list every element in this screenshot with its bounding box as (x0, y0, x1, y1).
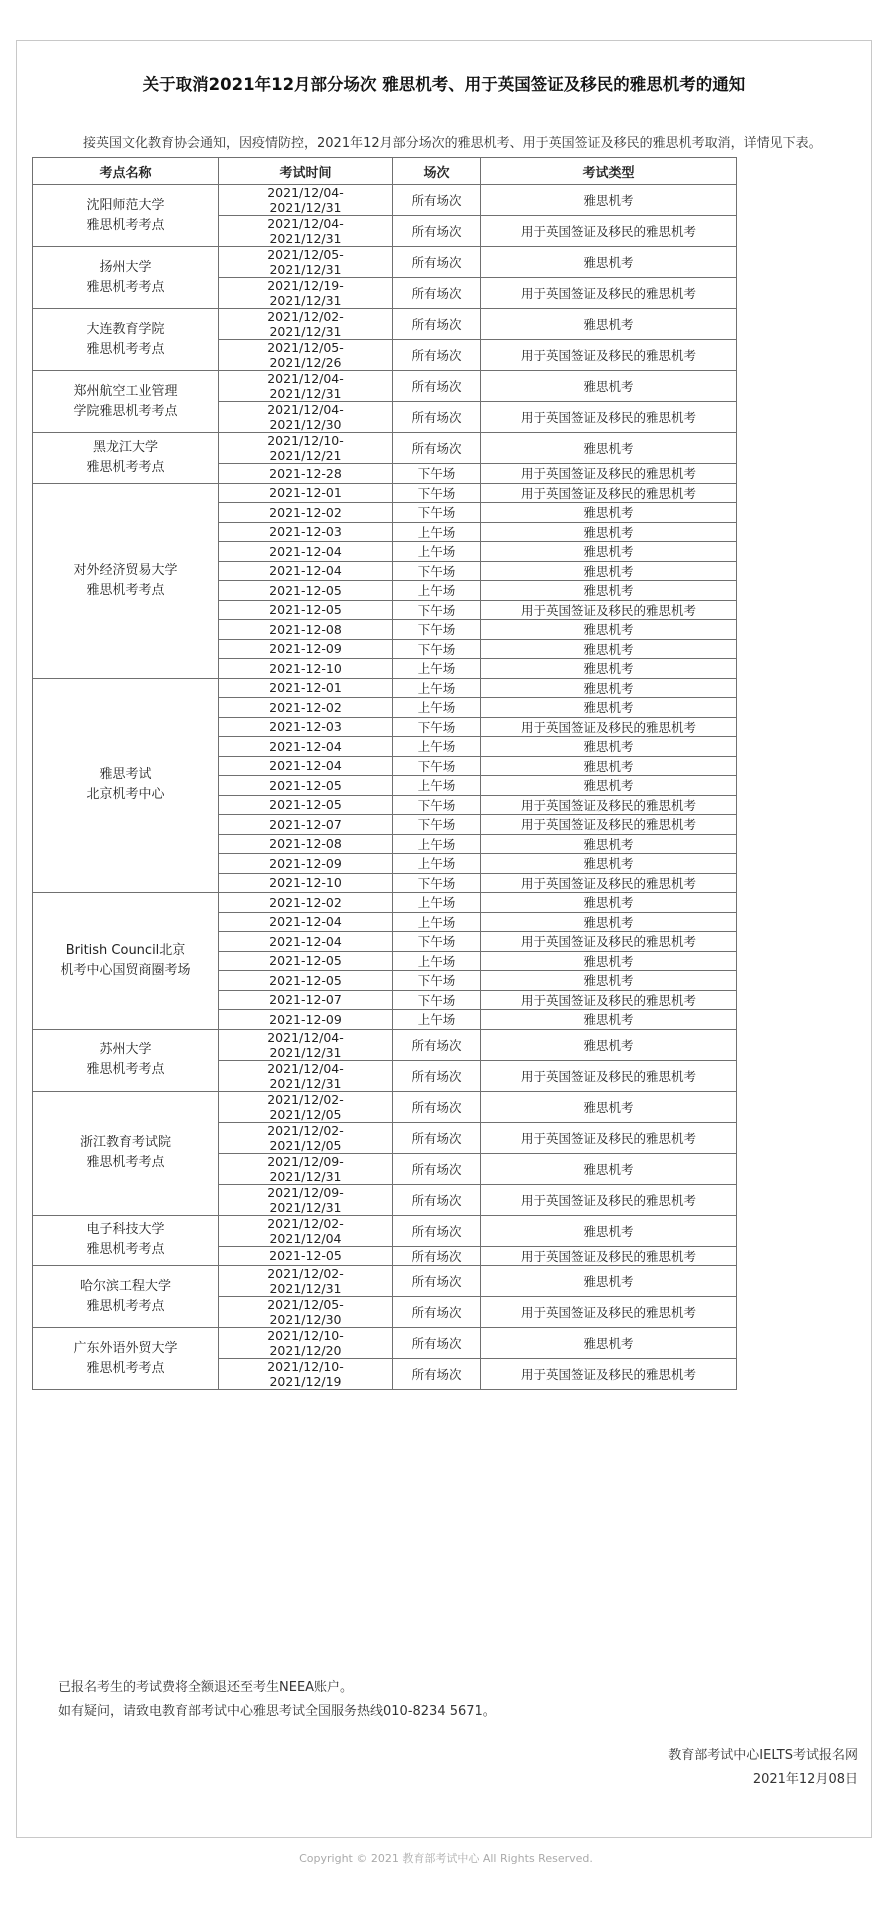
table-row (33, 1091, 737, 1122)
venue-line: 雅思机考考点 (86, 1298, 165, 1314)
time-line: 2021/12/26 (269, 355, 342, 370)
time-line: 2021/12/19- (267, 278, 344, 293)
session-cell: 所有场次 (393, 309, 481, 340)
venue-cell (33, 247, 219, 309)
time-line: 2021/12/04 (269, 1230, 342, 1246)
exam-type-cell: 雅思机考 (481, 659, 737, 679)
time-cell (219, 971, 393, 991)
session-cell: 上午场 (393, 776, 481, 796)
signature-date: 2021年12月08日 (752, 1772, 858, 1787)
time-cell (219, 522, 393, 542)
exam-type-cell: 雅思机考 (481, 247, 737, 278)
time-line: 2021-12-04 (269, 914, 342, 930)
table-row (33, 247, 737, 278)
session-cell: 下午场 (393, 503, 481, 523)
venue-line: 雅思机考考点 (86, 1062, 165, 1077)
exam-type-cell: 雅思机考 (481, 185, 737, 216)
exam-type-cell: 雅思机考 (481, 678, 737, 698)
time-cell (219, 402, 393, 433)
time-cell (219, 1215, 393, 1246)
time-line: 2021/12/05 (269, 1106, 342, 1122)
time-line: 2021-12-10 (269, 875, 342, 891)
time-cell (219, 951, 393, 971)
session-cell: 上午场 (393, 951, 481, 971)
session-cell: 下午场 (393, 990, 481, 1010)
time-line: 2021/12/02- (267, 1091, 344, 1107)
exam-type-cell: 雅思机考 (481, 503, 737, 523)
venue-line: 雅思机考考点 (86, 279, 165, 295)
session-cell: 上午场 (393, 737, 481, 757)
session-cell: 所有场次 (393, 371, 481, 402)
venue-cell (33, 1029, 219, 1091)
session-cell: 所有场次 (393, 1328, 481, 1359)
exam-type-cell: 用于英国签证及移民的雅思机考 (481, 1246, 737, 1266)
session-cell: 所有场次 (393, 433, 481, 464)
exam-type-cell: 雅思机考 (481, 834, 737, 854)
table-row (33, 893, 737, 913)
time-line: 2021-12-09 (269, 1011, 342, 1027)
session-cell: 上午场 (393, 698, 481, 718)
exam-type-cell: 雅思机考 (481, 854, 737, 874)
venue-line: 雅思机考考点 (86, 217, 165, 233)
exam-type-cell: 用于英国签证及移民的雅思机考 (481, 795, 737, 815)
table-row (33, 1029, 737, 1060)
time-line: 2021-12-05 (269, 582, 342, 598)
session-cell: 下午场 (393, 600, 481, 620)
exam-type-cell: 雅思机考 (481, 581, 737, 601)
session-cell: 所有场次 (393, 402, 481, 433)
time-cell (219, 912, 393, 932)
exam-type-cell: 用于英国签证及移民的雅思机考 (481, 278, 737, 309)
session-cell: 上午场 (393, 659, 481, 679)
session-cell: 所有场次 (393, 1246, 481, 1266)
time-line: 2021/12/31 (269, 1281, 342, 1296)
session-cell: 下午场 (393, 561, 481, 581)
notes (58, 1676, 496, 1724)
time-line: 2021/12/05 (269, 1137, 342, 1153)
time-line: 2021/12/05- (267, 1297, 344, 1312)
time-cell (219, 873, 393, 893)
venue-line: British Council北京 (65, 942, 186, 958)
time-line: 2021/12/30 (269, 417, 342, 432)
exam-type-cell: 用于英国签证及移民的雅思机考 (481, 990, 737, 1010)
table-row (33, 1215, 737, 1246)
time-line: 2021-12-03 (269, 524, 342, 540)
time-cell (219, 1359, 393, 1390)
time-cell (219, 737, 393, 757)
session-cell: 所有场次 (393, 340, 481, 371)
time-line: 2021-12-04 (269, 738, 342, 754)
venue-line: 浙江教育考试院 (79, 1135, 171, 1150)
time-cell (219, 600, 393, 620)
time-line: 2021/12/31 (269, 200, 342, 215)
time-line: 2021/12/10- (267, 1359, 344, 1374)
exam-type-cell: 雅思机考 (481, 776, 737, 796)
time-line: 2021/12/30 (269, 1312, 342, 1327)
time-cell (219, 309, 393, 340)
venue-cell (33, 678, 219, 893)
venue-line: 黑龙江大学 (92, 439, 158, 455)
time-line: 2021-12-01 (269, 680, 342, 696)
time-line: 2021/12/31 (269, 324, 342, 339)
time-cell (219, 678, 393, 698)
time-cell (219, 247, 393, 278)
time-line: 2021-12-05 (269, 972, 342, 988)
notice-intro (57, 133, 847, 155)
venue-line: 雅思机考考点 (86, 1242, 165, 1258)
exam-type-cell: 雅思机考 (481, 1153, 737, 1184)
exam-type-cell: 雅思机考 (481, 620, 737, 640)
session-cell: 上午场 (393, 678, 481, 698)
notice-title: 关于取消2021年12月部分场次 雅思机考、用于英国签证及移民的雅思机考的通知 (142, 75, 746, 94)
time-cell (219, 1266, 393, 1297)
time-line: 2021/12/09- (267, 1153, 344, 1169)
session-cell: 上午场 (393, 912, 481, 932)
time-cell (219, 717, 393, 737)
time-cell (219, 542, 393, 562)
time-cell (219, 932, 393, 952)
exam-type-cell: 用于英国签证及移民的雅思机考 (481, 402, 737, 433)
time-line: 2021/12/02- (267, 309, 344, 324)
time-cell (219, 1328, 393, 1359)
header-time: 考试时间 (219, 158, 393, 185)
session-cell: 所有场次 (393, 185, 481, 216)
session-cell: 下午场 (393, 620, 481, 640)
time-line: 2021/12/10- (267, 1328, 344, 1343)
time-line: 2021/12/04- (267, 402, 344, 417)
time-line: 2021/12/04- (267, 1029, 344, 1045)
session-cell: 所有场次 (393, 1266, 481, 1297)
header-session: 场次 (393, 158, 481, 185)
signature (668, 1744, 858, 1792)
time-line: 2021-12-09 (269, 855, 342, 871)
cancellation-table (32, 157, 737, 1390)
exam-type-cell: 用于英国签证及移民的雅思机考 (481, 717, 737, 737)
venue-cell (33, 433, 219, 484)
exam-type-cell: 雅思机考 (481, 1091, 737, 1122)
time-line: 2021/12/20 (269, 1343, 342, 1358)
venue-line: 沈阳师范大学 (86, 197, 165, 213)
table-row (33, 371, 737, 402)
time-line: 2021/12/31 (269, 1199, 342, 1215)
time-cell (219, 639, 393, 659)
exam-type-cell: 用于英国签证及移民的雅思机考 (481, 815, 737, 835)
exam-type-cell: 雅思机考 (481, 522, 737, 542)
time-line: 2021/12/10- (267, 433, 344, 448)
time-cell (219, 1122, 393, 1153)
venue-cell (33, 1091, 219, 1215)
venue-line: 哈尔滨工程大学 (79, 1278, 171, 1294)
time-line: 2021/12/19 (269, 1374, 342, 1389)
time-line: 2021-12-08 (269, 836, 342, 852)
time-line: 2021/12/04- (267, 185, 344, 200)
exam-type-cell: 雅思机考 (481, 1010, 737, 1030)
exam-type-cell: 雅思机考 (481, 756, 737, 776)
venue-line: 对外经济贸易大学 (73, 562, 178, 578)
table-row (33, 185, 737, 216)
time-cell (219, 1184, 393, 1215)
exam-type-cell: 雅思机考 (481, 737, 737, 757)
time-cell (219, 1246, 393, 1266)
session-cell: 上午场 (393, 522, 481, 542)
time-cell (219, 1029, 393, 1060)
exam-type-cell: 雅思机考 (481, 433, 737, 464)
session-cell: 上午场 (393, 1010, 481, 1030)
venue-line: 电子科技大学 (86, 1222, 165, 1238)
time-cell (219, 1153, 393, 1184)
time-cell (219, 756, 393, 776)
venue-cell (33, 309, 219, 371)
time-line: 2021/12/31 (269, 231, 342, 246)
venue-line: 扬州大学 (99, 259, 152, 275)
time-line: 2021-12-04 (269, 543, 342, 559)
session-cell: 下午场 (393, 971, 481, 991)
time-cell (219, 893, 393, 913)
session-cell: 所有场次 (393, 1091, 481, 1122)
time-cell (219, 185, 393, 216)
time-line: 2021-12-02 (269, 699, 342, 715)
exam-type-cell: 雅思机考 (481, 371, 737, 402)
venue-cell (33, 1215, 219, 1266)
time-line: 2021/12/21 (269, 448, 342, 463)
time-line: 2021/12/02- (267, 1266, 344, 1281)
time-cell (219, 659, 393, 679)
exam-type-cell: 用于英国签证及移民的雅思机考 (481, 1359, 737, 1390)
time-line: 2021-12-03 (269, 719, 342, 735)
session-cell: 下午场 (393, 483, 481, 503)
venue-line: 雅思机考考点 (86, 341, 165, 357)
exam-type-cell: 雅思机考 (481, 912, 737, 932)
session-cell: 所有场次 (393, 1060, 481, 1091)
time-line: 2021-12-04 (269, 933, 342, 949)
time-line: 2021-12-10 (269, 660, 342, 676)
time-line: 2021-12-04 (269, 758, 342, 774)
table-row (33, 678, 737, 698)
time-cell (219, 433, 393, 464)
time-line: 2021/12/31 (269, 1075, 342, 1091)
session-cell: 下午场 (393, 639, 481, 659)
time-line: 2021-12-05 (269, 602, 342, 618)
session-cell: 所有场次 (393, 216, 481, 247)
time-line: 2021/12/02- (267, 1215, 344, 1231)
session-cell: 下午场 (393, 873, 481, 893)
venue-line: 郑州航空工业管理 (73, 383, 178, 399)
session-cell: 下午场 (393, 932, 481, 952)
exam-type-cell: 用于英国签证及移民的雅思机考 (481, 1122, 737, 1153)
exam-type-cell: 用于英国签证及移民的雅思机考 (481, 483, 737, 503)
session-cell: 所有场次 (393, 1215, 481, 1246)
time-line: 2021-12-05 (269, 797, 342, 813)
venue-cell (33, 371, 219, 433)
exam-type-cell: 雅思机考 (481, 542, 737, 562)
session-cell: 下午场 (393, 717, 481, 737)
session-cell: 上午场 (393, 893, 481, 913)
time-cell (219, 620, 393, 640)
exam-type-cell: 用于英国签证及移民的雅思机考 (481, 340, 737, 371)
exam-type-cell: 用于英国签证及移民的雅思机考 (481, 464, 737, 484)
venue-line: 雅思机考考点 (86, 459, 165, 475)
time-cell (219, 815, 393, 835)
time-cell (219, 216, 393, 247)
venue-line: 雅思机考考点 (86, 582, 165, 598)
time-cell (219, 464, 393, 484)
time-line: 2021/12/09- (267, 1184, 344, 1200)
session-cell: 所有场次 (393, 1153, 481, 1184)
time-line: 2021/12/04- (267, 1060, 344, 1076)
exam-type-cell: 雅思机考 (481, 698, 737, 718)
venue-cell (33, 1266, 219, 1328)
time-cell (219, 561, 393, 581)
venue-line: 北京机考中心 (86, 787, 165, 803)
exam-type-cell: 雅思机考 (481, 893, 737, 913)
table-row (33, 309, 737, 340)
time-line: 2021-12-02 (269, 504, 342, 520)
time-cell (219, 1060, 393, 1091)
time-cell (219, 776, 393, 796)
time-line: 2021-12-01 (269, 485, 342, 501)
exam-type-cell: 雅思机考 (481, 639, 737, 659)
time-line: 2021/12/31 (269, 262, 342, 277)
time-cell (219, 1297, 393, 1328)
exam-type-cell: 用于英国签证及移民的雅思机考 (481, 216, 737, 247)
session-cell: 所有场次 (393, 278, 481, 309)
time-cell (219, 483, 393, 503)
exam-type-cell: 用于英国签证及移民的雅思机考 (481, 1060, 737, 1091)
exam-type-cell: 用于英国签证及移民的雅思机考 (481, 932, 737, 952)
time-line: 2021-12-05 (269, 1248, 342, 1264)
time-line: 2021-12-28 (269, 465, 342, 481)
table-row (33, 483, 737, 503)
note-refund: 已报名考生的考试费将全额退还至考生NEEA账户。 (58, 1680, 354, 1695)
header-venue: 考点名称 (33, 158, 219, 185)
exam-type-cell: 用于英国签证及移民的雅思机考 (481, 600, 737, 620)
note-hotline: 如有疑问，请致电教育部考试中心雅思考试全国服务热线010-8234 5671。 (58, 1704, 496, 1719)
time-cell (219, 854, 393, 874)
session-cell: 上午场 (393, 542, 481, 562)
exam-type-cell: 雅思机考 (481, 561, 737, 581)
exam-type-cell: 雅思机考 (481, 1029, 737, 1060)
venue-line: 雅思机考考点 (86, 1360, 165, 1376)
table-row (33, 1328, 737, 1359)
venue-cell (33, 483, 219, 678)
session-cell: 所有场次 (393, 1184, 481, 1215)
time-line: 2021/12/31 (269, 293, 342, 308)
exam-type-cell: 雅思机考 (481, 971, 737, 991)
exam-type-cell: 用于英国签证及移民的雅思机考 (481, 1297, 737, 1328)
table-row (33, 1266, 737, 1297)
time-cell (219, 371, 393, 402)
time-line: 2021/12/31 (269, 386, 342, 401)
signature-org: 教育部考试中心IELTS考试报名网 (668, 1748, 858, 1763)
time-cell (219, 340, 393, 371)
session-cell: 所有场次 (393, 1029, 481, 1060)
session-cell: 下午场 (393, 815, 481, 835)
time-line: 2021-12-09 (269, 641, 342, 657)
time-cell (219, 1091, 393, 1122)
time-line: 2021/12/02- (267, 1122, 344, 1138)
exam-type-cell: 雅思机考 (481, 1266, 737, 1297)
time-line: 2021-12-05 (269, 953, 342, 969)
session-cell: 所有场次 (393, 1359, 481, 1390)
time-cell (219, 795, 393, 815)
session-cell: 下午场 (393, 795, 481, 815)
session-cell: 下午场 (393, 756, 481, 776)
time-line: 2021/12/05- (267, 247, 344, 262)
intro-text: 接英国文化教育协会通知，因疫情防控，2021年12月部分场次的雅思机考、用于英国签证及移民的雅思机考取消，详情见下表。 (83, 136, 822, 151)
venue-line: 雅思机考考点 (86, 1155, 165, 1170)
venue-cell (33, 893, 219, 1030)
time-cell (219, 503, 393, 523)
venue-line: 雅思考试 (99, 767, 152, 783)
time-line: 2021-12-02 (269, 894, 342, 910)
venue-cell (33, 185, 219, 247)
session-cell: 上午场 (393, 834, 481, 854)
venue-line: 大连教育学院 (86, 321, 165, 337)
time-line: 2021-12-05 (269, 777, 342, 793)
time-cell (219, 581, 393, 601)
session-cell: 上午场 (393, 581, 481, 601)
header-type: 考试类型 (481, 158, 737, 185)
exam-type-cell: 雅思机考 (481, 309, 737, 340)
session-cell: 所有场次 (393, 1122, 481, 1153)
table-row (33, 433, 737, 464)
session-cell: 下午场 (393, 464, 481, 484)
exam-type-cell: 用于英国签证及移民的雅思机考 (481, 1184, 737, 1215)
venue-cell (33, 1328, 219, 1390)
time-cell (219, 990, 393, 1010)
time-line: 2021/12/31 (269, 1168, 342, 1184)
session-cell: 上午场 (393, 854, 481, 874)
exam-type-cell: 雅思机考 (481, 1328, 737, 1359)
time-line: 2021/12/04- (267, 371, 344, 386)
exam-type-cell: 雅思机考 (481, 951, 737, 971)
time-line: 2021/12/05- (267, 340, 344, 355)
copyright: Copyright © 2021 教育部考试中心 All Rights Reserved. (299, 1852, 593, 1865)
venue-line: 广东外语外贸大学 (73, 1340, 178, 1356)
time-line: 2021/12/04- (267, 216, 344, 231)
venue-line: 学院雅思机考考点 (73, 403, 178, 419)
venue-line: 机考中心国贸商圈考场 (60, 962, 191, 978)
venue-line: 苏州大学 (99, 1042, 152, 1057)
exam-type-cell: 雅思机考 (481, 1215, 737, 1246)
session-cell: 所有场次 (393, 247, 481, 278)
time-line: 2021-12-07 (269, 992, 342, 1008)
time-line: 2021-12-07 (269, 816, 342, 832)
time-cell (219, 834, 393, 854)
time-cell (219, 278, 393, 309)
exam-type-cell: 用于英国签证及移民的雅思机考 (481, 873, 737, 893)
time-line: 2021-12-08 (269, 621, 342, 637)
time-line: 2021/12/31 (269, 1044, 342, 1060)
time-cell (219, 698, 393, 718)
time-line: 2021-12-04 (269, 563, 342, 579)
table-header-row (33, 158, 737, 185)
session-cell: 所有场次 (393, 1297, 481, 1328)
time-cell (219, 1010, 393, 1030)
